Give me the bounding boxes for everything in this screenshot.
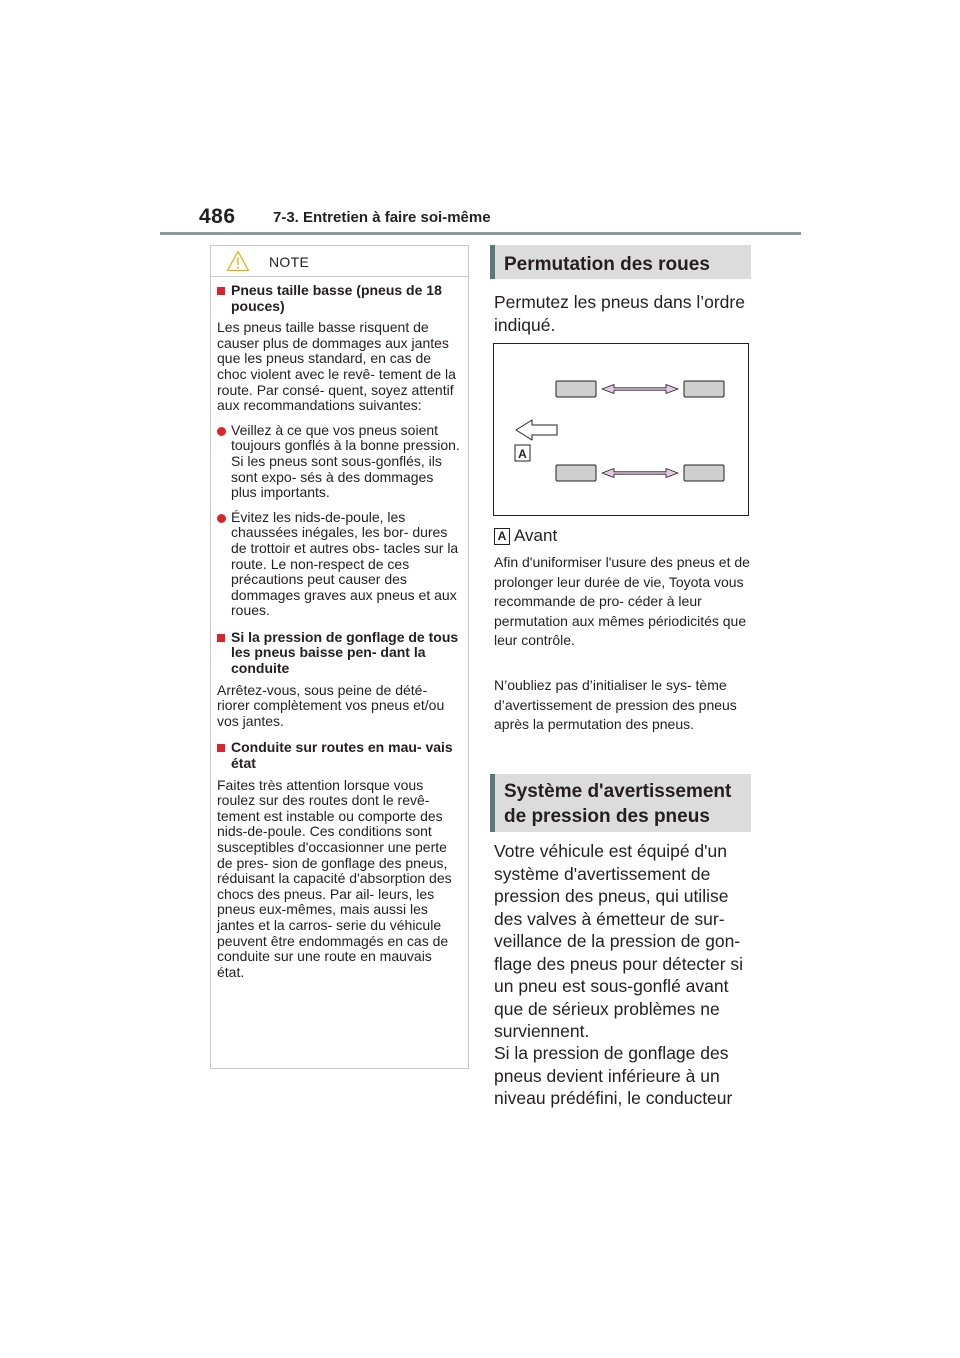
tpms-heading-line-2: de pression des pneus [504, 806, 710, 827]
rotation-intro: Permutez les pneus dans l’ordre indiqué. [494, 292, 745, 335]
swap-arrow-icon [602, 385, 678, 394]
square-bullet-icon [217, 634, 225, 642]
note-section-heading-text: Si la pression de gonflage de tous les pneus baisse pen- dant la conduite [231, 628, 459, 677]
note-bullet [217, 423, 460, 501]
tire-rotation-figure [494, 344, 748, 515]
tire-rear-right [684, 465, 724, 481]
rotation-paragraph-1: Afin d'uniformiser l'usure des pneus et de prolonger leur durée de vie, Toyota vous recommande de pro- céder à leur permutation aux mêmes périodicités que leur contrôle. [494, 554, 750, 648]
note-bullet [217, 510, 460, 619]
tire-rear-left [684, 381, 724, 397]
diagram-label-a: A [518, 447, 527, 461]
square-bullet-icon [217, 287, 225, 295]
note-box [210, 245, 469, 1069]
note-section-heading-text: Conduite sur routes en mau- vais état [231, 739, 453, 772]
tire-rotation-diagram [493, 343, 749, 516]
note-paragraph: Faites très attention lorsque vous roulez sur des routes dont le revê- tement est instable ou comporte des nids-de-poule. Ces conditions sont susceptibles d'occasionner une perte de pres- sion de gonflage des pneus, réduisant la capacité d'absorption des chocs des pneus. Par ail- leurs, les pneus eux-mêmes, mais aussi les jantes et la carros- serie du véhicule peuvent être endommagés en cas de conduite sur une route en mauvais état. [217, 776, 452, 980]
swap-arrow-icon [602, 469, 678, 478]
note-section-heading [217, 740, 460, 771]
legend-text: Avant [514, 526, 558, 545]
note-body [217, 283, 460, 980]
section-heading-tpms [490, 774, 751, 832]
tpms-paragraph-2: Si la pression de gonflage des pneus devient inférieure à un niveau prédéfini, le conducteur [494, 1043, 733, 1108]
note-bullet-text: Veillez à ce que vos pneus soient toujours gonflés à la bonne pression. Si les pneus sont sous-gonflés, ils sont expo- sés à des dommages plus importants. [231, 421, 460, 501]
warning-triangle-icon [226, 250, 250, 272]
note-paragraph: Les pneus taille basse risquent de causer plus de dommages aux jantes que les pneus standard, en cas de choc violent avec le revê- tement de la route. Par consé- quent, soyez attentif aux recommandations suivantes: [217, 319, 456, 414]
header-rule [160, 232, 801, 235]
legend-letter-box: A [494, 528, 510, 545]
note-header [211, 246, 468, 277]
note-section-heading [217, 630, 460, 677]
tire-front-left [556, 381, 596, 397]
section-heading-rotation: Permutation des roues [490, 245, 751, 279]
rotation-paragraph-2: N’oubliez pas d’initialiser le sys- tème d’avertissement de pression des pneus après la permutation des pneus. [494, 677, 737, 732]
front-direction-arrow-icon [516, 420, 557, 440]
note-title: NOTE [269, 254, 310, 270]
note-section-heading-text: Pneus taille basse (pneus de 18 pouces) [231, 282, 442, 314]
legend-row [494, 526, 557, 546]
page-number: 486 [199, 205, 236, 228]
round-bullet-icon [217, 427, 226, 436]
tpms-paragraph-1: Votre véhicule est équipé d'un système d'avertissement de pression des pneus, qui utilise des valves à émetteur de sur- veillance de la pression de gon- flage des pneus pour détecter si un pneu est sous-gonflé avant que de sérieux problèmes ne surviennent. [494, 841, 744, 1041]
tire-front-right [556, 465, 596, 481]
chapter-section-title: 7-3. Entretien à faire soi-même [273, 209, 491, 226]
round-bullet-icon [217, 514, 226, 523]
tpms-heading-line-1: Système d'avertissement [504, 781, 732, 802]
square-bullet-icon [217, 744, 225, 752]
note-section-heading [217, 283, 460, 314]
note-paragraph: Arrêtez-vous, sous peine de dété- riorer complètement vos pneus et/ou vos jantes. [217, 681, 445, 729]
note-bullet-text: Évitez les nids-de-poule, les chaussées inégales, les bor- dures de trottoir et autres obs- tacles sur la route. Le non-respect de ces précautions peut causer des dommages graves aux pneus et aux roues. [231, 508, 459, 619]
